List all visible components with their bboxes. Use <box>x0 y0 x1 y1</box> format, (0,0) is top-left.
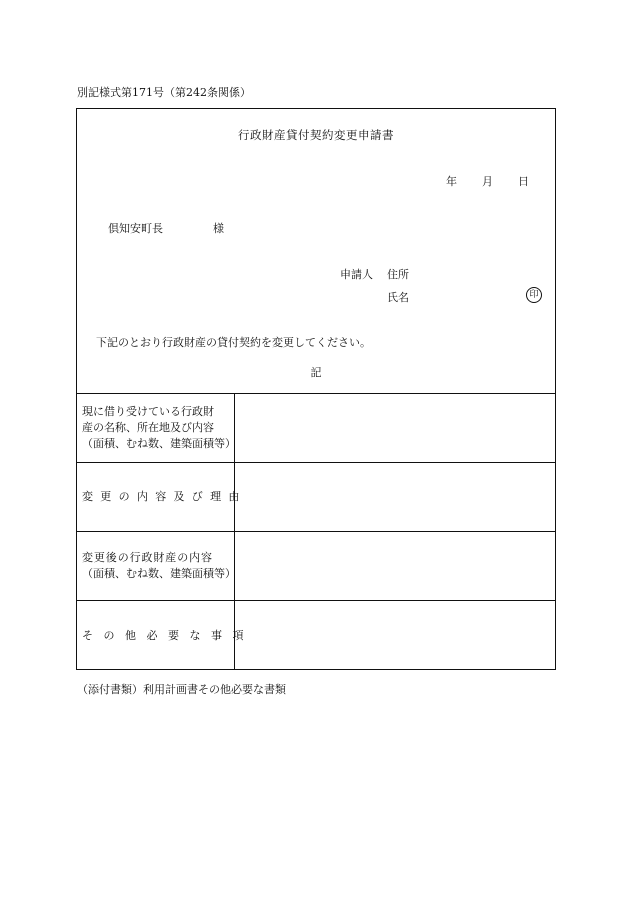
row-property-after-change <box>77 532 555 601</box>
row-label-line: （面積、むね数、建築面積等） <box>82 567 236 580</box>
current-property-field[interactable] <box>235 394 555 462</box>
document-title: 行政財産貸付契約変更申請書 <box>238 128 394 142</box>
form-number: 別記様式第171号（第242条関係） <box>77 86 251 99</box>
addressee-name: 倶知安町長 <box>108 222 163 235</box>
form-header-section <box>77 109 555 394</box>
row-label-cell <box>77 463 247 531</box>
addressee <box>108 220 224 236</box>
request-statement: 下記のとおり行政財産の貸付契約を変更してください。 <box>96 336 371 349</box>
application-form <box>76 108 556 670</box>
row-label-line: 変更の内容及び理由 <box>82 490 247 503</box>
date-year-label: 年 <box>446 175 457 188</box>
row-label-cell <box>77 394 235 462</box>
row-label-cell <box>77 601 254 670</box>
row-current-property <box>77 394 555 463</box>
row-label-cell <box>77 532 235 600</box>
row-label-line: 現に借り受けている行政財 <box>82 405 214 418</box>
row-label-line: その他必要な事項 <box>82 628 254 642</box>
row-change-reason <box>77 463 555 532</box>
date-month-label: 月 <box>482 175 493 188</box>
property-after-change-field[interactable] <box>235 532 555 600</box>
change-reason-field[interactable] <box>235 463 555 531</box>
applicant-label: 申請人 <box>340 268 373 281</box>
row-label-line: 変更後の行政財産の内容 <box>82 551 213 564</box>
date-day-label: 日 <box>518 175 529 188</box>
ki-heading: 記 <box>310 366 322 379</box>
seal-mark: 印 <box>526 287 542 303</box>
other-matters-field[interactable] <box>235 601 555 670</box>
applicant-address-label: 住所 <box>387 268 409 281</box>
addressee-honorific: 様 <box>213 222 224 235</box>
row-other-matters <box>77 601 555 670</box>
row-label-line: 産の名称、所在地及び内容 <box>82 421 214 434</box>
attachments-note: （添付書類）利用計画書その他必要な書類 <box>77 683 286 696</box>
row-label-line: （面積、むね数、建築面積等） <box>82 437 236 450</box>
date-line <box>77 173 555 187</box>
applicant-name-label: 氏名 <box>387 291 409 304</box>
